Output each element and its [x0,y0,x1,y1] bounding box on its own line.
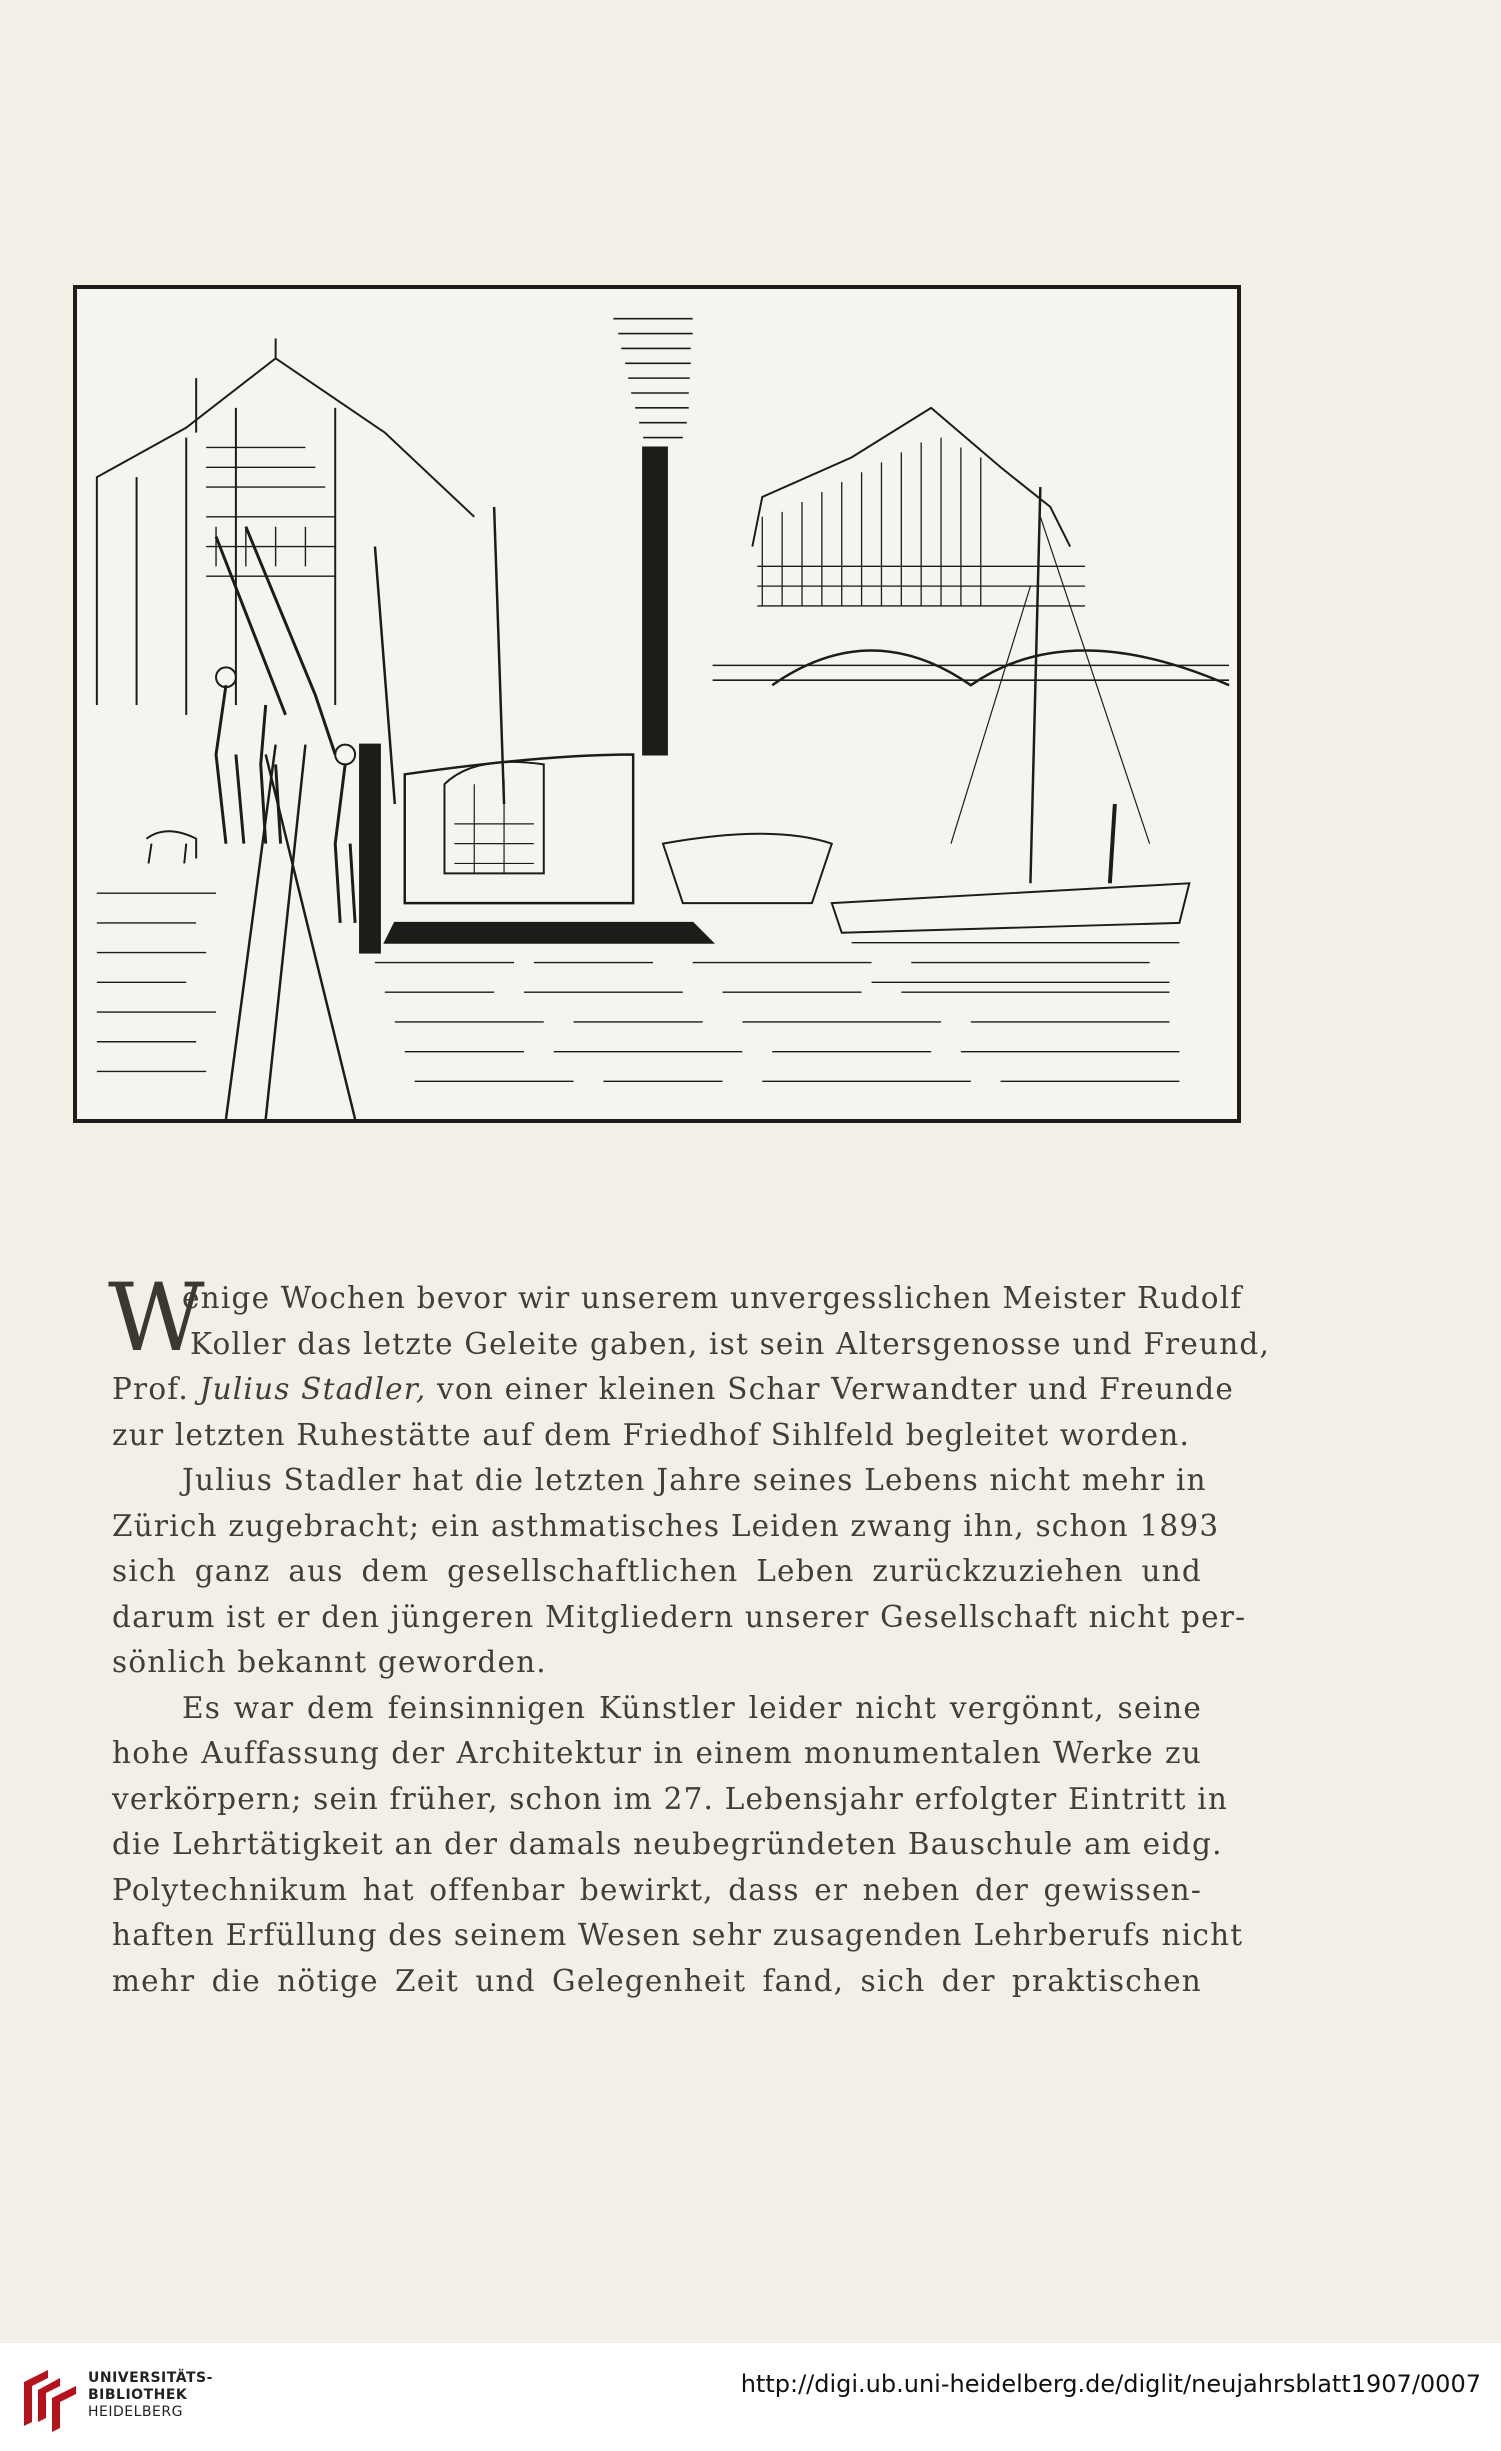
text-line: enige Wochen bevor wir unserem unvergesslichen Meister Rudolf [182,1281,1243,1315]
text-line: Julius Stadler hat die letzten Jahre seines Lebens nicht mehr in [182,1463,1207,1497]
text-line: verkörpern; sein früher, schon im 27. Lebensjahr erfolgter Eintritt in [112,1781,1229,1816]
library-name-line: BIBLIOTHEK [88,2387,188,2403]
library-name [88,2370,213,2421]
paragraph-1 [108,1264,1271,1458]
text-line: haften Erfüllung des seinem Wesen sehr zusagenden Lehrberufs nicht [112,1918,1244,1952]
text-line: zur letzten Ruhestätte auf dem Friedhof Sihlfeld begleitet worden. [112,1417,1191,1452]
drop-cap: W [108,1264,206,1373]
text-span: Prof. [112,1372,200,1406]
text-span: von einer kleinen Schar Verwandter und Freunde [426,1372,1234,1406]
text-line: darum ist er den jüngeren Mitgliedern unserer Gesellschaft nicht per- [112,1599,1247,1634]
ub-heidelberg-logo-icon [20,2362,82,2434]
name-italic: Julius Stadler, [199,1372,427,1406]
text-line: Es war dem feinsinnigen Künstler leider nicht vergönnt, seine [182,1690,1202,1725]
text-line: sönlich bekannt geworden. [112,1645,547,1679]
library-name-line: HEIDELBERG [88,2404,183,2420]
text-line: die Lehrtätigkeit an der damals neubegründeten Bauschule am eidg. [112,1827,1223,1861]
harbour-steamboat-engraving [73,285,1241,1123]
source-url[interactable]: http://digi.ub.uni-heidelberg.de/diglit/neujahrsblatt1907/0007 [740,2370,1481,2398]
body-text [108,1264,1271,2004]
text-line: mehr die nötige Zeit und Gelegenheit fand, sich der praktischen [112,1963,1202,1998]
text-line: Zürich zugebracht; ein asthmatisches Leiden zwang ihn, schon 1893 [112,1508,1220,1543]
text-line: Koller das letzte Geleite gaben, ist sein Altersgenosse und Freund, [190,1326,1271,1361]
library-name-line: UNIVERSITÄTS- [88,2370,213,2386]
text-line: sich ganz aus dem gesellschaftlichen Leben zurückzuziehen und [112,1554,1202,1588]
text-line: Polytechnikum hat offenbar bewirkt, dass er neben der gewissen- [112,1872,1202,1907]
text-line [112,1367,1234,1413]
paragraph-3 [112,1686,1244,2005]
paragraph-2 [112,1458,1247,1686]
text-line: hohe Auffassung der Architektur in einem monumentalen Werke zu [112,1736,1202,1770]
